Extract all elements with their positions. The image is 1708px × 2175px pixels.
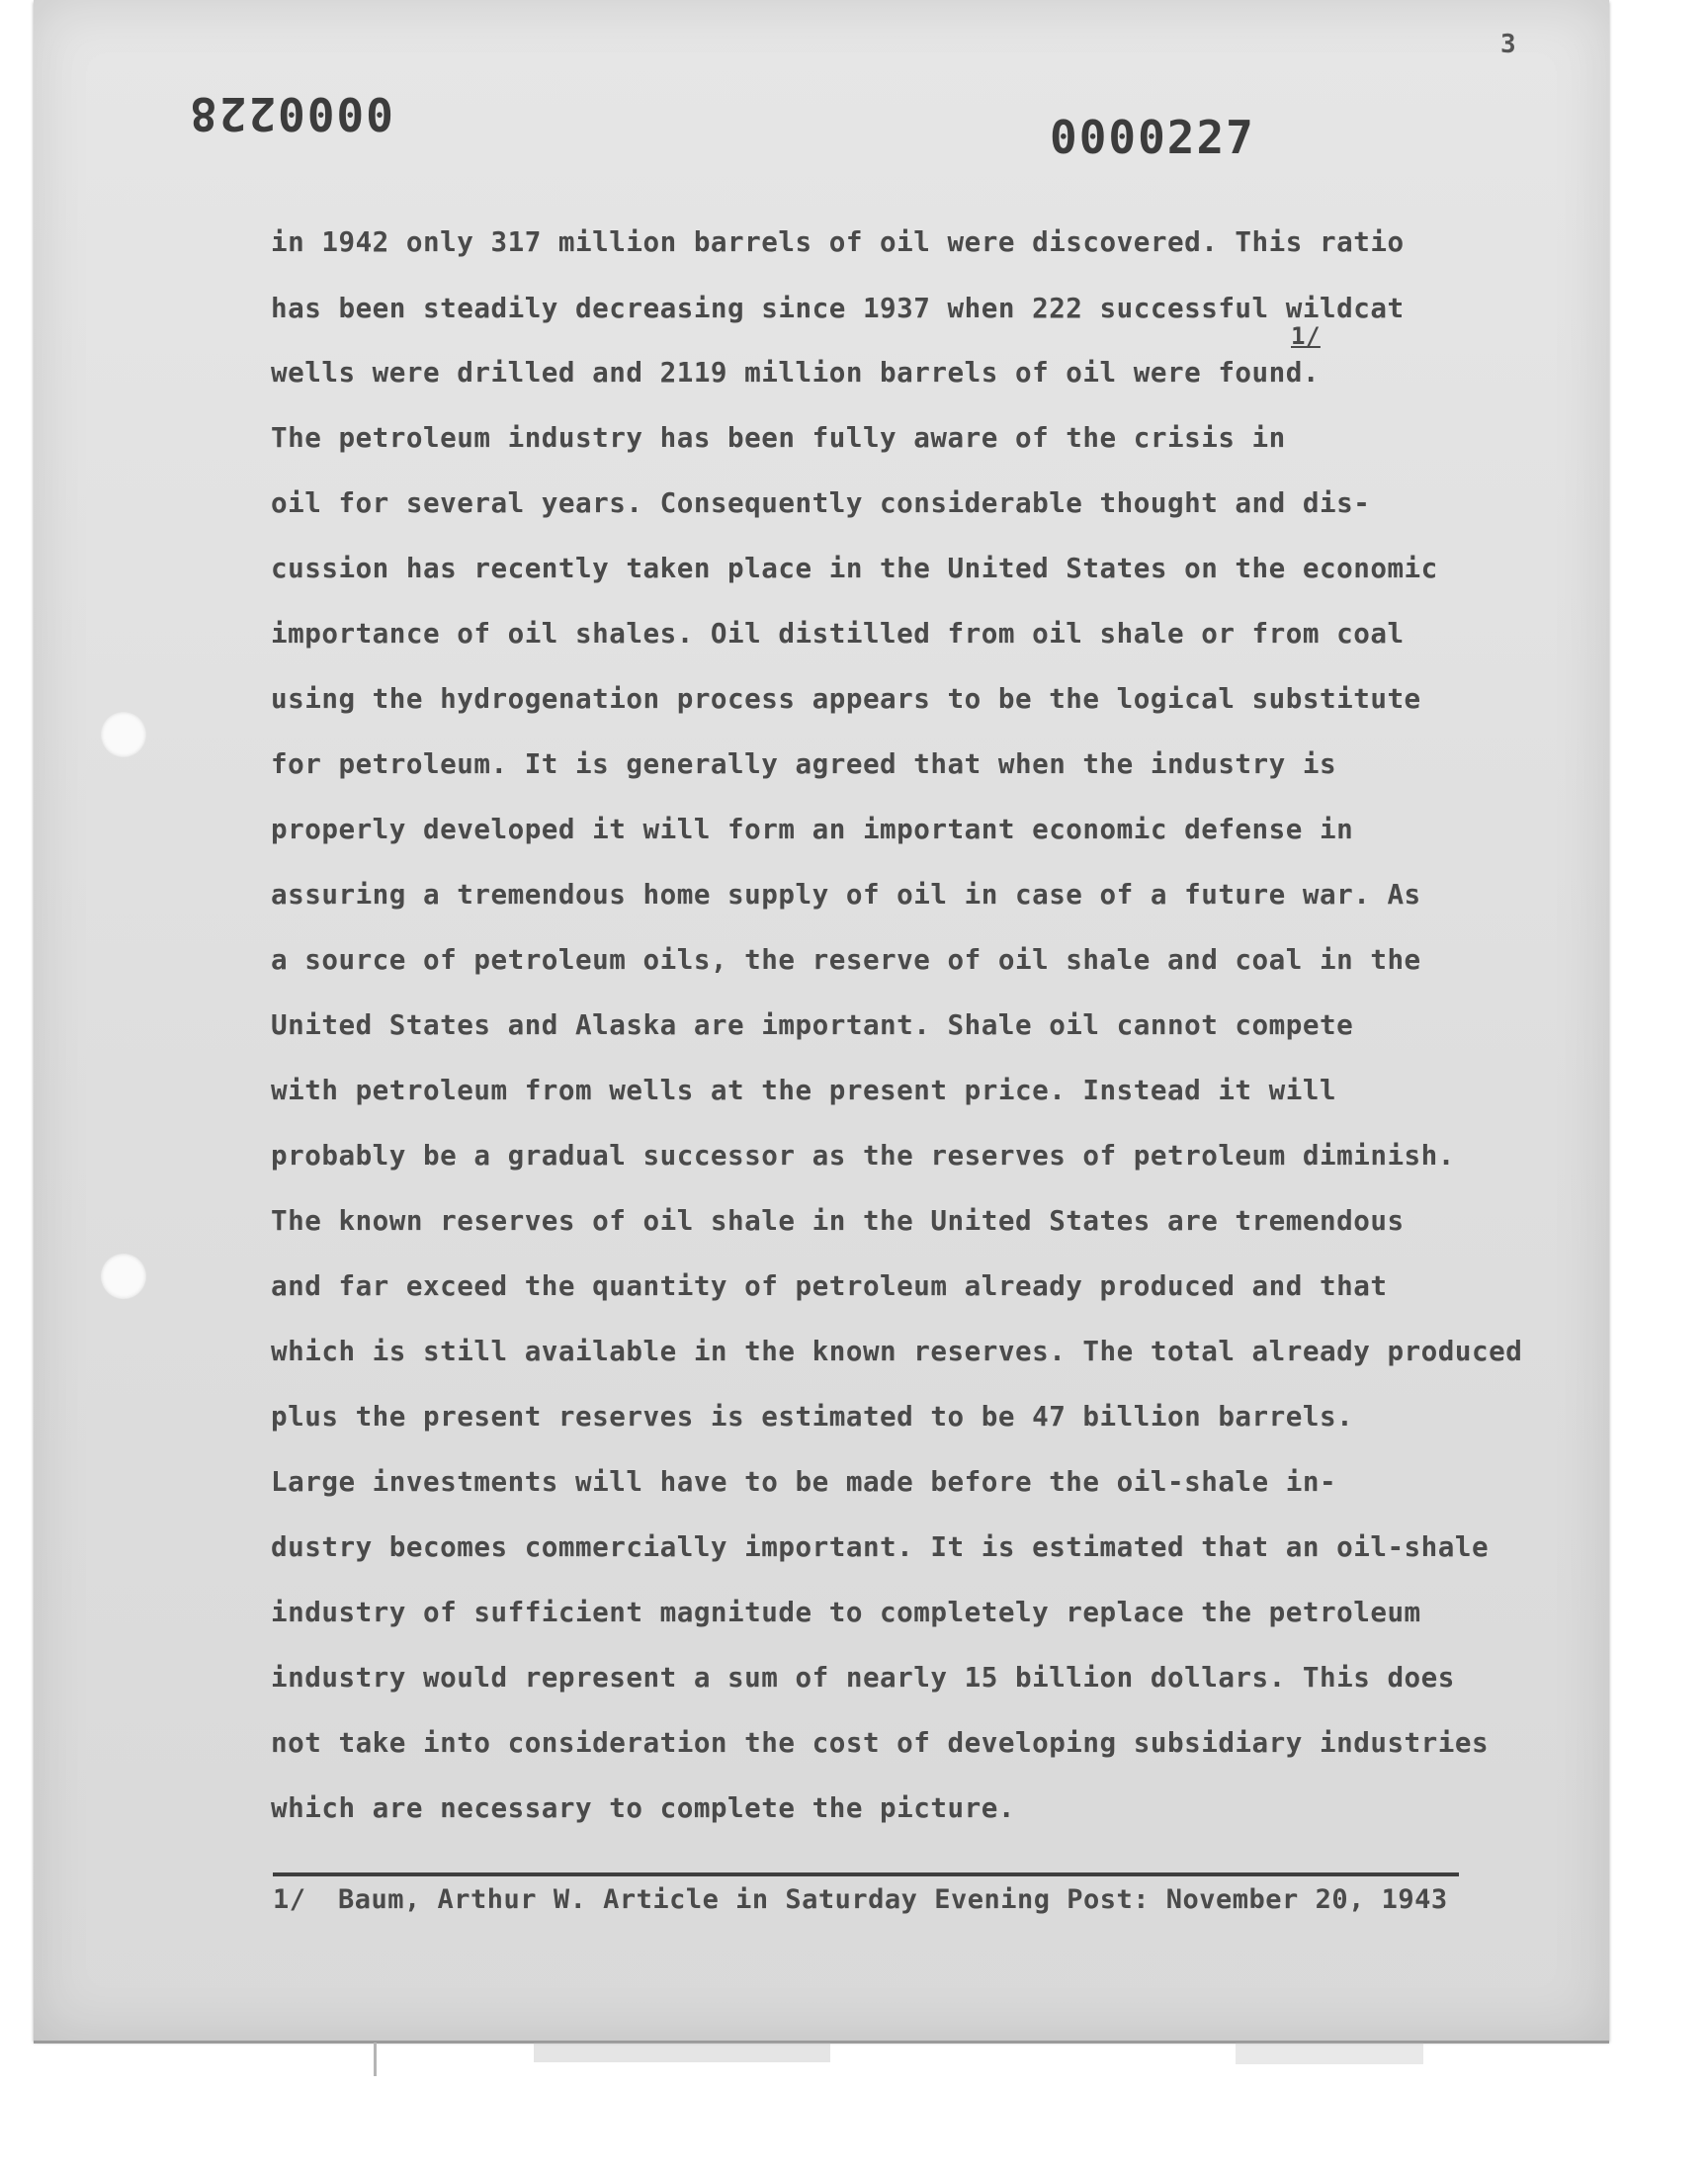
body-line: assuring a tremendous home supply of oil in case of a future war. As (271, 878, 1421, 911)
body-line: The known reserves of oil shale in the United States are tremendous (271, 1204, 1405, 1237)
body-line: United States and Alaska are important. Shale oil cannot compete (271, 1008, 1354, 1041)
bates-stamp-left: 0000228 (188, 87, 393, 140)
body-line: properly developed it will form an important economic defense in (271, 813, 1354, 845)
body-line: oil for several years. Consequently considerable thought and dis- (271, 486, 1371, 519)
body-line: in 1942 only 317 million barrels of oil were discovered. This ratio (271, 225, 1405, 258)
punch-hole (101, 712, 146, 757)
body-line: using the hydrogenation process appears to be the logical substitute (271, 682, 1421, 715)
punch-hole (101, 1254, 146, 1299)
body-line: wells were drilled and 2119 million barrels of oil were found. (271, 356, 1320, 389)
footnote-rule (273, 1872, 1459, 1876)
footnote-text: Baum, Arthur W. Article in Saturday Evening Post: November 20, 1943 (338, 1884, 1448, 1915)
body-line: with petroleum from wells at the present price. Instead it will (271, 1074, 1337, 1106)
bates-stamp-right: 0000227 (1050, 111, 1255, 164)
body-line: probably be a gradual successor as the reserves of petroleum diminish. (271, 1139, 1455, 1172)
body-line: not take into consideration the cost of developing subsidiary industries (271, 1726, 1490, 1759)
body-line: and far exceed the quantity of petroleum already produced and that (271, 1269, 1388, 1302)
scan-artifact (534, 2043, 830, 2062)
body-line: importance of oil shales. Oil distilled from oil shale or from coal (271, 617, 1405, 650)
body-line: industry of sufficient magnitude to completely replace the petroleum (271, 1596, 1421, 1628)
footnote-reference: 1/ (1291, 322, 1321, 350)
scan-artifact (1236, 2043, 1423, 2064)
scan-artifact (374, 2043, 377, 2076)
body-line: for petroleum. It is generally agreed that when the industry is (271, 747, 1337, 780)
body-line: industry would represent a sum of nearly 15 billion dollars. This does (271, 1661, 1455, 1694)
body-line: plus the present reserves is estimated to be 47 billion barrels. (271, 1400, 1354, 1433)
body-line: Large investments will have to be made before the oil-shale in- (271, 1465, 1337, 1498)
body-line: dustry becomes commercially important. It is estimated that an oil-shale (271, 1530, 1490, 1563)
body-line: cussion has recently taken place in the United States on the economic (271, 552, 1438, 584)
body-line: a source of petroleum oils, the reserve of oil shale and coal in the (271, 943, 1421, 976)
body-line: The petroleum industry has been fully aware of the crisis in (271, 421, 1286, 454)
body-line: has been steadily decreasing since 1937 when 222 successful wildcat (271, 292, 1405, 324)
body-line: which are necessary to complete the picture. (271, 1791, 1015, 1824)
footnote-marker: 1/ (273, 1884, 306, 1915)
body-line: which is still available in the known reserves. The total already produced (271, 1335, 1523, 1367)
page-number: 3 (1500, 30, 1517, 59)
